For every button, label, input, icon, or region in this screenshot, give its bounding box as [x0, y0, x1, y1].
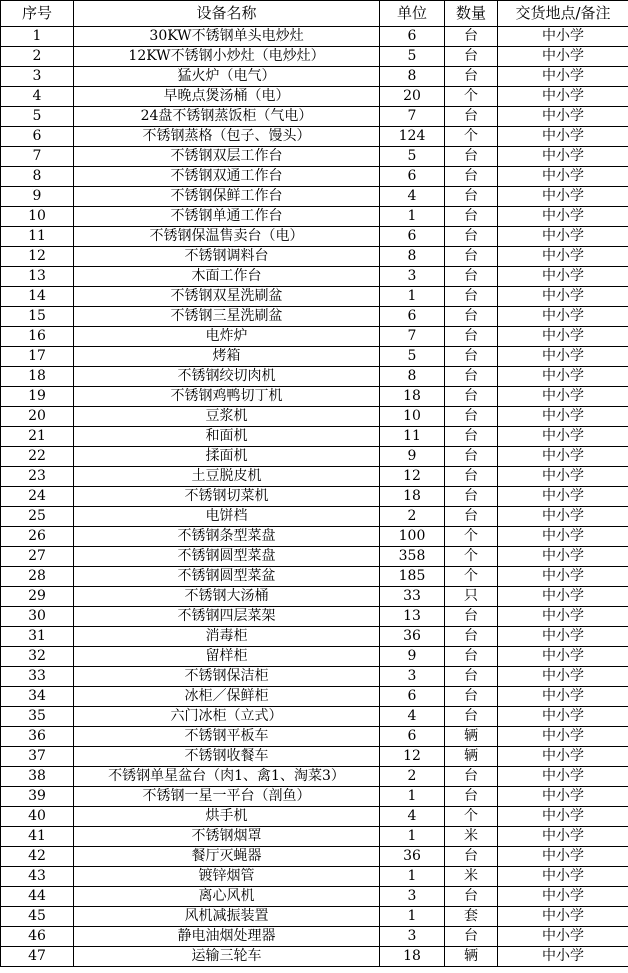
header-serial: 序号: [1, 1, 74, 27]
row-serial: 36: [1, 727, 74, 747]
row-quantity: 18: [380, 387, 445, 407]
row-delivery-location: 中小学: [498, 187, 628, 207]
row-equipment-name: 静电油烟处理器: [74, 927, 380, 947]
row-equipment-name: 不锈钢双星洗刷盆: [74, 287, 380, 307]
row-unit: 台: [445, 447, 498, 467]
table-row: [1, 47, 628, 67]
row-serial: 41: [1, 827, 74, 847]
row-quantity: 6: [380, 687, 445, 707]
row-serial: 19: [1, 387, 74, 407]
row-unit: 台: [445, 327, 498, 347]
table-row: [1, 867, 628, 887]
row-serial: 45: [1, 907, 74, 927]
row-equipment-name: 不锈钢条型菜盘: [74, 527, 380, 547]
row-serial: 22: [1, 447, 74, 467]
row-quantity: 1: [380, 287, 445, 307]
row-delivery-location: 中小学: [498, 547, 628, 567]
row-equipment-name: 不锈钢绞切肉机: [74, 367, 380, 387]
row-equipment-name: 电炸炉: [74, 327, 380, 347]
row-delivery-location: 中小学: [498, 567, 628, 587]
row-delivery-location: 中小学: [498, 607, 628, 627]
row-quantity: 7: [380, 327, 445, 347]
row-equipment-name: 不锈钢切菜机: [74, 487, 380, 507]
row-unit: 台: [445, 187, 498, 207]
row-unit: 台: [445, 647, 498, 667]
row-equipment-name: 烘手机: [74, 807, 380, 827]
table-row: [1, 367, 628, 387]
row-serial: 24: [1, 487, 74, 507]
row-equipment-name: 镀锌烟管: [74, 867, 380, 887]
row-equipment-name: 24盘不锈钢蒸饭柜（气电）: [74, 107, 380, 127]
row-delivery-location: 中小学: [498, 427, 628, 447]
row-unit: 台: [445, 427, 498, 447]
row-delivery-location: 中小学: [498, 447, 628, 467]
row-delivery-location: 中小学: [498, 327, 628, 347]
row-delivery-location: 中小学: [498, 247, 628, 267]
row-equipment-name: 不锈钢鸡鸭切丁机: [74, 387, 380, 407]
table-row: [1, 67, 628, 87]
row-unit: 套: [445, 907, 498, 927]
table-row: [1, 787, 628, 807]
row-delivery-location: 中小学: [498, 267, 628, 287]
table-row: [1, 187, 628, 207]
row-delivery-location: 中小学: [498, 667, 628, 687]
row-delivery-location: 中小学: [498, 947, 628, 967]
row-serial: 10: [1, 207, 74, 227]
row-equipment-name: 运输三轮车: [74, 947, 380, 967]
row-unit: 台: [445, 607, 498, 627]
table-row: [1, 167, 628, 187]
row-serial: 29: [1, 587, 74, 607]
row-serial: 20: [1, 407, 74, 427]
row-quantity: 33: [380, 587, 445, 607]
row-quantity: 36: [380, 627, 445, 647]
row-equipment-name: 餐厅灭蝇器: [74, 847, 380, 867]
row-quantity: 6: [380, 227, 445, 247]
table-row: [1, 247, 628, 267]
table-row: [1, 487, 628, 507]
row-quantity: 4: [380, 807, 445, 827]
row-unit: 米: [445, 827, 498, 847]
table-row: [1, 207, 628, 227]
header-equipment-name: 设备名称: [74, 1, 380, 27]
table-row: [1, 387, 628, 407]
row-quantity: 3: [380, 887, 445, 907]
row-unit: 台: [445, 347, 498, 367]
table-row: [1, 407, 628, 427]
row-serial: 11: [1, 227, 74, 247]
row-quantity: 5: [380, 347, 445, 367]
row-quantity: 1: [380, 827, 445, 847]
row-unit: 个: [445, 547, 498, 567]
row-equipment-name: 电饼档: [74, 507, 380, 527]
table-row: [1, 767, 628, 787]
row-quantity: 10: [380, 407, 445, 427]
row-delivery-location: 中小学: [498, 747, 628, 767]
row-equipment-name: 不锈钢圆型菜盆: [74, 567, 380, 587]
row-quantity: 124: [380, 127, 445, 147]
header-delivery-location: 交货地点/备注: [498, 1, 628, 27]
row-serial: 32: [1, 647, 74, 667]
row-serial: 17: [1, 347, 74, 367]
row-serial: 7: [1, 147, 74, 167]
row-serial: 23: [1, 467, 74, 487]
row-quantity: 8: [380, 67, 445, 87]
row-equipment-name: 留样柜: [74, 647, 380, 667]
row-delivery-location: 中小学: [498, 487, 628, 507]
row-serial: 30: [1, 607, 74, 627]
row-unit: 辆: [445, 947, 498, 967]
row-delivery-location: 中小学: [498, 527, 628, 547]
row-delivery-location: 中小学: [498, 67, 628, 87]
row-serial: 40: [1, 807, 74, 827]
row-serial: 34: [1, 687, 74, 707]
row-quantity: 100: [380, 527, 445, 547]
row-unit: 台: [445, 227, 498, 247]
row-serial: 3: [1, 67, 74, 87]
row-quantity: 20: [380, 87, 445, 107]
row-equipment-name: 不锈钢单星盆台（肉1、禽1、淘菜3）: [74, 767, 380, 787]
row-unit: 台: [445, 507, 498, 527]
row-unit: 辆: [445, 727, 498, 747]
row-delivery-location: 中小学: [498, 407, 628, 427]
row-delivery-location: 中小学: [498, 387, 628, 407]
row-quantity: 9: [380, 447, 445, 467]
row-equipment-name: 猛火炉（电气）: [74, 67, 380, 87]
row-unit: 台: [445, 287, 498, 307]
row-unit: 台: [445, 667, 498, 687]
row-delivery-location: 中小学: [498, 707, 628, 727]
table-row: [1, 687, 628, 707]
row-unit: 台: [445, 147, 498, 167]
row-unit: 个: [445, 807, 498, 827]
row-unit: 台: [445, 47, 498, 67]
row-serial: 43: [1, 867, 74, 887]
row-delivery-location: 中小学: [498, 127, 628, 147]
table-row: [1, 427, 628, 447]
table-row: [1, 887, 628, 907]
table-row: [1, 607, 628, 627]
row-serial: 35: [1, 707, 74, 727]
row-equipment-name: 烤箱: [74, 347, 380, 367]
row-unit: 台: [445, 627, 498, 647]
row-quantity: 358: [380, 547, 445, 567]
row-quantity: 13: [380, 607, 445, 627]
row-unit: 个: [445, 127, 498, 147]
row-serial: 9: [1, 187, 74, 207]
table-row: [1, 647, 628, 667]
row-quantity: 8: [380, 367, 445, 387]
row-delivery-location: 中小学: [498, 287, 628, 307]
row-equipment-name: 不锈钢保温售卖台（电）: [74, 227, 380, 247]
row-quantity: 5: [380, 47, 445, 67]
row-unit: 台: [445, 487, 498, 507]
row-equipment-name: 不锈钢三星洗刷盆: [74, 307, 380, 327]
row-equipment-name: 土豆脱皮机: [74, 467, 380, 487]
table-row: [1, 667, 628, 687]
row-equipment-name: 风机减振装置: [74, 907, 380, 927]
table-row: [1, 507, 628, 527]
row-delivery-location: 中小学: [498, 367, 628, 387]
table-row: [1, 587, 628, 607]
row-delivery-location: 中小学: [498, 507, 628, 527]
row-quantity: 5: [380, 147, 445, 167]
table-row: [1, 927, 628, 947]
row-delivery-location: 中小学: [498, 927, 628, 947]
row-equipment-name: 不锈钢一星一平台（剖鱼）: [74, 787, 380, 807]
row-unit: 台: [445, 387, 498, 407]
row-unit: 米: [445, 867, 498, 887]
table-row: [1, 567, 628, 587]
row-serial: 44: [1, 887, 74, 907]
table-row: [1, 27, 628, 47]
row-delivery-location: 中小学: [498, 27, 628, 47]
header-unit: 数量: [445, 1, 498, 27]
row-equipment-name: 离心风机: [74, 887, 380, 907]
row-quantity: 4: [380, 707, 445, 727]
table-row: [1, 127, 628, 147]
row-delivery-location: 中小学: [498, 227, 628, 247]
row-equipment-name: 不锈钢单通工作台: [74, 207, 380, 227]
row-serial: 37: [1, 747, 74, 767]
row-serial: 15: [1, 307, 74, 327]
row-unit: 台: [445, 687, 498, 707]
row-serial: 28: [1, 567, 74, 587]
row-unit: 台: [445, 247, 498, 267]
row-quantity: 3: [380, 927, 445, 947]
row-delivery-location: 中小学: [498, 167, 628, 187]
row-unit: 只: [445, 587, 498, 607]
row-equipment-name: 不锈钢保鲜工作台: [74, 187, 380, 207]
row-unit: 台: [445, 767, 498, 787]
row-quantity: 6: [380, 167, 445, 187]
row-equipment-name: 12KW不锈钢小炒灶（电炒灶）: [74, 47, 380, 67]
row-serial: 39: [1, 787, 74, 807]
row-equipment-name: 不锈钢保洁柜: [74, 667, 380, 687]
row-serial: 13: [1, 267, 74, 287]
row-quantity: 3: [380, 267, 445, 287]
row-unit: 台: [445, 267, 498, 287]
row-equipment-name: 揉面机: [74, 447, 380, 467]
table-row: [1, 267, 628, 287]
row-quantity: 9: [380, 647, 445, 667]
table-row: [1, 827, 628, 847]
row-unit: 台: [445, 707, 498, 727]
row-equipment-name: 不锈钢圆型菜盘: [74, 547, 380, 567]
row-equipment-name: 消毒柜: [74, 627, 380, 647]
row-quantity: 185: [380, 567, 445, 587]
row-serial: 46: [1, 927, 74, 947]
row-unit: 台: [445, 207, 498, 227]
row-delivery-location: 中小学: [498, 307, 628, 327]
row-quantity: 12: [380, 467, 445, 487]
row-delivery-location: 中小学: [498, 207, 628, 227]
table-row: [1, 527, 628, 547]
row-unit: 个: [445, 527, 498, 547]
row-delivery-location: 中小学: [498, 787, 628, 807]
row-equipment-name: 不锈钢大汤桶: [74, 587, 380, 607]
row-equipment-name: 不锈钢平板车: [74, 727, 380, 747]
row-equipment-name: 不锈钢双层工作台: [74, 147, 380, 167]
header-row: [1, 1, 628, 27]
row-unit: 台: [445, 467, 498, 487]
row-quantity: 12: [380, 747, 445, 767]
row-serial: 18: [1, 367, 74, 387]
row-serial: 8: [1, 167, 74, 187]
row-unit: 台: [445, 407, 498, 427]
row-delivery-location: 中小学: [498, 47, 628, 67]
row-equipment-name: 豆浆机: [74, 407, 380, 427]
row-serial: 21: [1, 427, 74, 447]
row-delivery-location: 中小学: [498, 727, 628, 747]
row-serial: 1: [1, 27, 74, 47]
table-row: [1, 227, 628, 247]
row-serial: 31: [1, 627, 74, 647]
row-serial: 14: [1, 287, 74, 307]
row-equipment-name: 木面工作台: [74, 267, 380, 287]
row-delivery-location: 中小学: [498, 647, 628, 667]
row-quantity: 4: [380, 187, 445, 207]
row-delivery-location: 中小学: [498, 627, 628, 647]
row-quantity: 6: [380, 27, 445, 47]
row-equipment-name: 30KW不锈钢单头电炒灶: [74, 27, 380, 47]
row-serial: 5: [1, 107, 74, 127]
table-row: [1, 287, 628, 307]
row-equipment-name: 早晚点煲汤桶（电）: [74, 87, 380, 107]
row-equipment-name: 和面机: [74, 427, 380, 447]
row-delivery-location: 中小学: [498, 687, 628, 707]
table-row: [1, 87, 628, 107]
row-equipment-name: 不锈钢四层菜架: [74, 607, 380, 627]
row-quantity: 3: [380, 667, 445, 687]
row-unit: 台: [445, 167, 498, 187]
table-row: [1, 467, 628, 487]
table-row: [1, 727, 628, 747]
row-quantity: 36: [380, 847, 445, 867]
row-equipment-name: 不锈钢调料台: [74, 247, 380, 267]
row-equipment-name: 六门冰柜（立式）: [74, 707, 380, 727]
row-serial: 47: [1, 947, 74, 967]
row-unit: 台: [445, 887, 498, 907]
row-equipment-name: 不锈钢烟罩: [74, 827, 380, 847]
row-serial: 25: [1, 507, 74, 527]
row-delivery-location: 中小学: [498, 867, 628, 887]
row-unit: 台: [445, 27, 498, 47]
row-delivery-location: 中小学: [498, 587, 628, 607]
table-row: [1, 307, 628, 327]
row-quantity: 8: [380, 247, 445, 267]
row-equipment-name: 冰柜／保鲜柜: [74, 687, 380, 707]
row-serial: 27: [1, 547, 74, 567]
row-quantity: 18: [380, 947, 445, 967]
row-quantity: 18: [380, 487, 445, 507]
table-row: [1, 907, 628, 927]
table-row: [1, 847, 628, 867]
row-delivery-location: 中小学: [498, 347, 628, 367]
row-serial: 2: [1, 47, 74, 67]
table-row: [1, 807, 628, 827]
row-serial: 16: [1, 327, 74, 347]
header-quantity: 单位: [380, 1, 445, 27]
table-row: [1, 547, 628, 567]
row-delivery-location: 中小学: [498, 147, 628, 167]
table-row: [1, 347, 628, 367]
row-quantity: 6: [380, 307, 445, 327]
row-quantity: 7: [380, 107, 445, 127]
row-delivery-location: 中小学: [498, 87, 628, 107]
row-quantity: 6: [380, 727, 445, 747]
row-quantity: 1: [380, 787, 445, 807]
row-equipment-name: 不锈钢双通工作台: [74, 167, 380, 187]
table-body: [1, 27, 628, 967]
row-unit: 个: [445, 567, 498, 587]
row-quantity: 1: [380, 207, 445, 227]
row-unit: 辆: [445, 747, 498, 767]
row-unit: 台: [445, 107, 498, 127]
row-serial: 4: [1, 87, 74, 107]
table-row: [1, 447, 628, 467]
row-serial: 33: [1, 667, 74, 687]
row-delivery-location: 中小学: [498, 807, 628, 827]
row-equipment-name: 不锈钢收餐车: [74, 747, 380, 767]
table-row: [1, 947, 628, 967]
row-quantity: 2: [380, 767, 445, 787]
row-serial: 42: [1, 847, 74, 867]
row-delivery-location: 中小学: [498, 907, 628, 927]
row-delivery-location: 中小学: [498, 887, 628, 907]
row-unit: 台: [445, 787, 498, 807]
table-row: [1, 707, 628, 727]
table-row: [1, 747, 628, 767]
row-quantity: 1: [380, 867, 445, 887]
row-delivery-location: 中小学: [498, 767, 628, 787]
row-quantity: 11: [380, 427, 445, 447]
table-row: [1, 327, 628, 347]
row-quantity: 1: [380, 907, 445, 927]
row-unit: 个: [445, 87, 498, 107]
row-quantity: 2: [380, 507, 445, 527]
row-serial: 6: [1, 127, 74, 147]
row-serial: 26: [1, 527, 74, 547]
row-serial: 12: [1, 247, 74, 267]
row-unit: 台: [445, 847, 498, 867]
row-delivery-location: 中小学: [498, 827, 628, 847]
table-row: [1, 627, 628, 647]
row-unit: 台: [445, 927, 498, 947]
table-row: [1, 107, 628, 127]
row-delivery-location: 中小学: [498, 467, 628, 487]
row-unit: 台: [445, 367, 498, 387]
row-serial: 38: [1, 767, 74, 787]
row-delivery-location: 中小学: [498, 107, 628, 127]
row-unit: 台: [445, 307, 498, 327]
row-unit: 台: [445, 67, 498, 87]
table-row: [1, 147, 628, 167]
row-delivery-location: 中小学: [498, 847, 628, 867]
row-equipment-name: 不锈钢蒸格（包子、馒头）: [74, 127, 380, 147]
